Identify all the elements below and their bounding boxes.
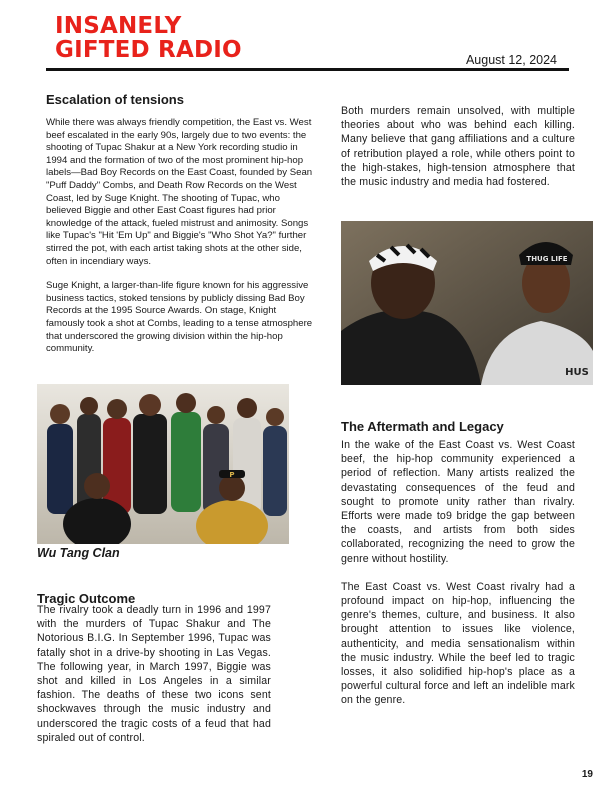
tragic-outcome-body: The rivalry took a deadly turn in 1996 and 1997 with the murders of Tupac Shakur and The Notorious B.I.G. In September 1996, Tupac was fatally shot in a drive-by shooting in Las Vegas. The following year, in March 1997, Biggie was shot and killed in Los Angeles in a similar fashion. The deaths of these two icons sent shockwaves through the music industry and underscored the tragic costs of a feud that had spiraled out of control. xyxy=(37,604,271,744)
biggie-tupac-photo xyxy=(341,221,593,385)
escalation-paragraph-1: While there was always friendly competition, the East vs. West beef escalated in the early 90s, largely due to two events: the shooting of Tupac Shakur at a New York recording studio in 1994 and the formation of two of the most prominent hip-hop labels—Bad Boy Records on the East Coast, founded by Sean "Puff Daddy" Combs, and Death Row Records on the West Coast, led by Suge Knight. The shooting of Tupac, who believed Biggie and other East Coast figures had prior knowledge of the attack, fueled mistrust and animosity. Songs like Tupac's "Hit 'Em Up" and Biggie's "Who Shot Ya?" further stirred the pot, with each artist taking shots at the other side, often in incendiary ways. xyxy=(46,117,313,267)
masthead-line-2: GIFTED RADIO xyxy=(55,37,242,63)
aftermath-paragraph-2: The East Coast vs. West Coast rivalry had a profound impact on hip-hop, influencing the genre's themes, culture, and business. It also brought attention to issues like violence, authenticity, and media sensationalism within the music industry. While the beef led to tragic losses, it also solidified hip-hop's place as a powerful cultural force and left an indelible mark on the genre. xyxy=(341,580,575,707)
escalation-paragraph-2: Suge Knight, a larger-than-life figure known for his aggressive business tactics, stoked tensions by publicly dissing Bad Boy Records at the 1995 Source Awards. On stage, Knight famously took a shot at Combs, leading to a tense atmosphere that underscored the growing division within the hip-hop community. xyxy=(46,280,313,355)
photo-caption: Wu Tang Clan xyxy=(37,546,120,560)
page-number: 19 xyxy=(581,769,593,780)
wu-tang-clan-illustration xyxy=(37,384,289,544)
section-heading-escalation: Escalation of tensions xyxy=(46,92,184,107)
masthead-line-1: INSANELY xyxy=(55,13,182,39)
section-heading-tragic: Tragic Outcome xyxy=(37,591,136,606)
shirt-text: HUS xyxy=(565,367,589,378)
masthead-title xyxy=(55,14,242,62)
aftermath-paragraph-1: In the wake of the East Coast vs. West Coast beef, the hip-hop community experienced a period of reflection. Many artists realized the devastating consequences of the feud and sought to promote unity rather than rivalry. Efforts were made to9 bridge the gap between the coasts, and artists from both sides collaborated, recognizing the need to grow the genre without hostility. xyxy=(341,439,575,565)
cap-letter: P xyxy=(229,471,235,479)
aftermath-body xyxy=(341,438,575,722)
escalation-body xyxy=(46,117,316,368)
issue-date: August 12, 2024 xyxy=(465,53,557,67)
cap-text: THUG LIFE xyxy=(526,255,568,263)
section-heading-aftermath: The Aftermath and Legacy xyxy=(341,419,504,434)
biggie-tupac-illustration xyxy=(341,221,593,385)
header-divider xyxy=(46,68,569,71)
unsolved-murders-paragraph: Both murders remain unsolved, with multiple theories about who was behind each killing. Many believe that gang affiliations and a culture of retribution played a role, while others point to the high-stakes, high-tension atmosphere that the music industry and media had fostered. xyxy=(341,105,575,189)
wu-tang-clan-photo xyxy=(37,384,289,544)
right-column-intro xyxy=(341,104,575,203)
